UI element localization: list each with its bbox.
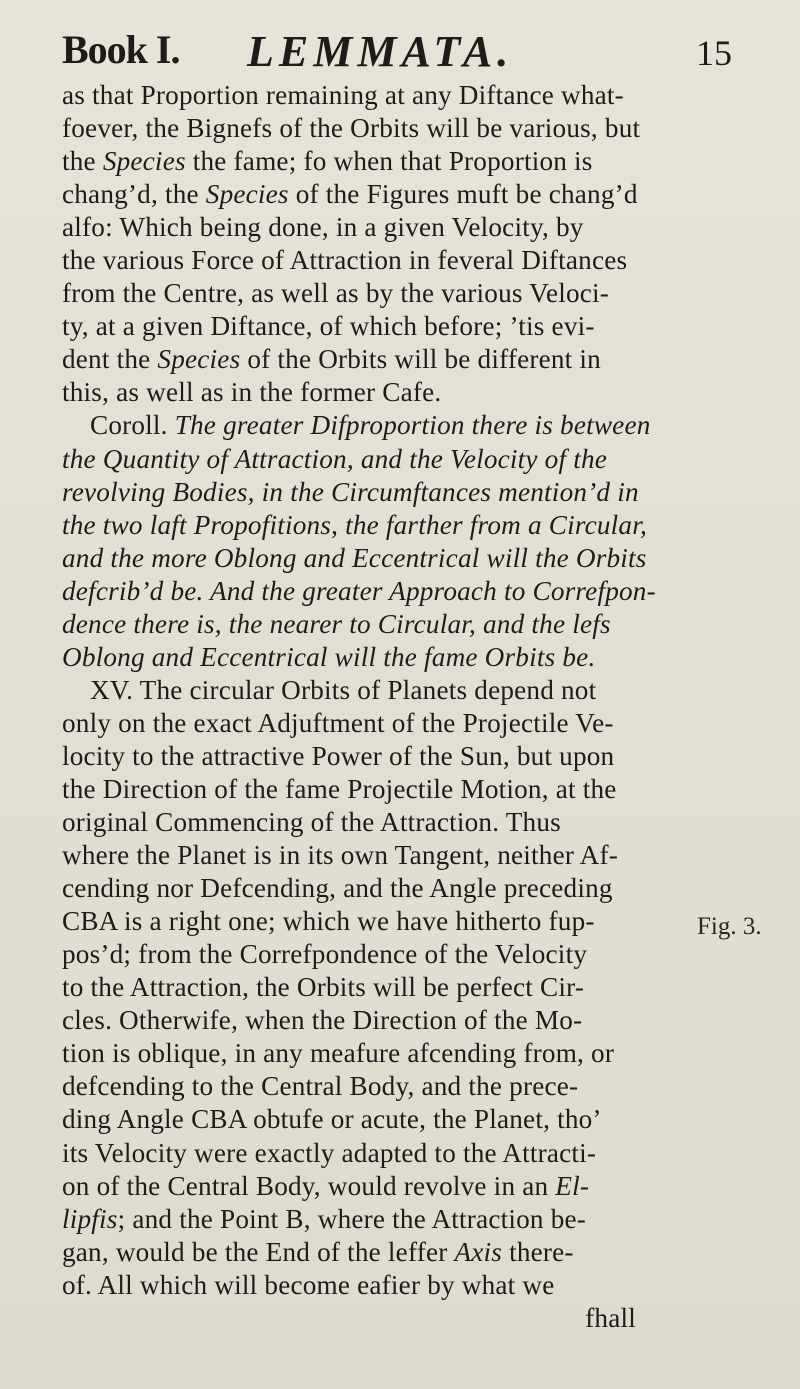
text-line [62, 1269, 696, 1302]
text-span: chang’d, the [62, 179, 206, 210]
text-span: its Velocity were exactly adapted to the Attracti- [62, 1137, 597, 1168]
page-number: 15 [696, 33, 732, 73]
text-span: gan, would be the End of the leffer [62, 1236, 455, 1267]
text-line [62, 178, 696, 211]
text-line [62, 905, 696, 938]
text-span: ; and the Point B, where the Attraction be- [117, 1203, 587, 1234]
text-line [62, 112, 696, 145]
text-line [62, 1302, 696, 1335]
text-line [62, 509, 696, 542]
text-line [62, 1236, 696, 1269]
text-span: alfo: Which being done, in a given Velocity, by [62, 212, 584, 243]
text-span: from the Centre, as well as by the various Veloci- [62, 278, 610, 309]
text-span: foever, the Bignefs of the Orbits will be various, but [62, 113, 641, 144]
italic-span: Axis [454, 1236, 503, 1267]
italic-span: the Quantity of Attraction, and the Velocity of the [62, 443, 608, 474]
text-span: the [62, 146, 103, 177]
text-span: ding Angle CBA obtufe or acute, the Planet, tho’ [62, 1104, 602, 1135]
text-span: where the Planet is in its own Tangent, neither Af- [62, 840, 618, 871]
text-line [62, 1037, 696, 1070]
italic-span: dence there is, the nearer to Circular, and the lefs [62, 608, 611, 639]
text-span: defcending to the Central Body, and the prece- [62, 1071, 579, 1102]
text-span: CBA is a right one; which we have hitherto fup- [62, 906, 595, 937]
text-span: the various Force of Attraction in feveral Diftances [62, 245, 628, 276]
text-span: ty, at a given Diftance, of which before; ’tis evi- [62, 311, 595, 342]
italic-span: Species [157, 344, 241, 375]
text-span: fhall [585, 1302, 636, 1333]
running-header [62, 26, 764, 82]
text-line [62, 310, 696, 343]
text-span: cending nor Defcending, and the Angle preceding [62, 873, 613, 904]
text-line [62, 1170, 696, 1203]
text-span: there- [502, 1236, 574, 1267]
text-line [62, 244, 696, 277]
text-line [62, 872, 696, 905]
text-line [62, 740, 696, 773]
text-span: on of the Central Body, would revolve in an [62, 1170, 556, 1201]
text-span: XV. The circular Orbits of Planets depend not [90, 674, 597, 705]
text-line [62, 971, 696, 1004]
italic-span: revolving Bodies, in the Circumftances mention’d in [62, 476, 639, 507]
text-span: as that Proportion remaining at any Diftance what- [62, 80, 624, 110]
text-span: of the Figures muft be chang’d [288, 179, 638, 210]
margin-note-figure: Fig. 3. [697, 913, 762, 940]
running-title: LEMMATA. [247, 27, 514, 76]
text-line [62, 211, 696, 244]
italic-span: The greater Difproportion there is between [174, 410, 651, 441]
text-line [62, 608, 696, 641]
text-line [62, 674, 696, 707]
text-line [62, 145, 696, 178]
text-line [62, 938, 696, 971]
text-line [62, 1004, 696, 1037]
text-line [62, 1103, 696, 1136]
text-span: Coroll. [90, 410, 175, 441]
text-line [62, 542, 696, 575]
text-line [62, 707, 696, 740]
italic-span: El- [555, 1170, 590, 1201]
text-span: original Commencing of the Attraction. Thus [62, 807, 561, 838]
text-span: of the Orbits will be different in [240, 344, 601, 375]
text-line [62, 641, 696, 674]
text-line [62, 277, 696, 310]
text-line [62, 1203, 696, 1236]
text-span: locity to the attractive Power of the Sun, but upon [62, 740, 615, 771]
text-line [62, 476, 696, 509]
text-span: to the Attraction, the Orbits will be perfect Cir- [62, 972, 585, 1003]
italic-span: and the more Oblong and Eccentrical will the Orbits [62, 542, 647, 573]
text-line [62, 839, 696, 872]
text-line [62, 1070, 696, 1103]
body-text [62, 79, 696, 1335]
italic-span: Species [102, 146, 186, 177]
text-line [62, 343, 696, 376]
text-line [62, 575, 696, 608]
italic-span: Oblong and Eccentrical will the fame Orbits be. [62, 641, 596, 672]
text-line [62, 79, 696, 112]
italic-span: the two laft Propofitions, the farther from a Circular, [62, 509, 647, 540]
text-span: dent the [62, 344, 158, 375]
italic-span: defcrib’d be. And the greater Approach to Correfpon- [62, 575, 656, 606]
text-line [62, 409, 696, 442]
text-line [62, 376, 696, 409]
text-line [62, 1137, 696, 1170]
text-span: tion is oblique, in any meafure afcending from, or [62, 1038, 615, 1069]
text-span: of. All which will become eafier by what we [62, 1269, 555, 1300]
text-span: only on the exact Adjuftment of the Projectile Ve- [62, 707, 614, 738]
text-span: this, as well as in the former Cafe. [62, 377, 442, 408]
text-span: the Direction of the fame Projectile Motion, at the [62, 773, 617, 804]
text-span: the fame; fo when that Proportion is [185, 146, 593, 177]
text-span: pos’d; from the Correfpondence of the Velocity [62, 939, 588, 970]
book-label: Book I. [62, 27, 180, 72]
italic-span: lipfis [62, 1203, 118, 1234]
text-line [62, 773, 696, 806]
text-line [62, 443, 696, 476]
italic-span: Species [205, 179, 289, 210]
text-span: cles. Otherwife, when the Direction of the Mo- [62, 1005, 583, 1036]
text-line [62, 806, 696, 839]
